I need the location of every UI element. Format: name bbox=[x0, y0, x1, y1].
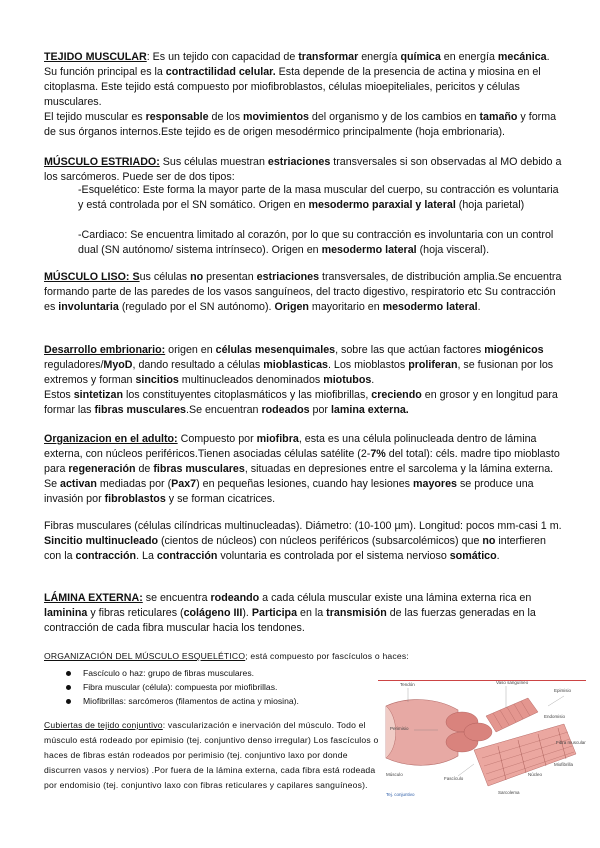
bold-text: Pax7 bbox=[171, 478, 197, 490]
text: transversales si son observadas al MO debido a los sarcómeros. Puede ser de dos tipos: bbox=[44, 156, 562, 183]
text: del organismo y de los cambios en bbox=[308, 111, 480, 123]
list-item-text: Fibra muscular (célula): compuesta por miofibrillas. bbox=[83, 682, 278, 692]
bold-text: colágeno III bbox=[183, 607, 243, 619]
text: . La bbox=[136, 550, 157, 562]
text: . bbox=[371, 374, 375, 386]
bold-text: contractilidad celular. bbox=[165, 66, 276, 78]
text: . bbox=[496, 550, 500, 562]
estriado-heading: MÚSCULO ESTRIADO: bbox=[44, 156, 160, 168]
text: Estos bbox=[44, 389, 74, 401]
text: Compuesto por bbox=[177, 433, 257, 445]
text: .Se encuentran bbox=[185, 404, 262, 416]
text: ). bbox=[242, 607, 252, 619]
bold-text: mesodermo lateral bbox=[321, 244, 417, 256]
bullet-icon bbox=[66, 699, 71, 704]
text: voluntaria es controlada por el sistema nervioso bbox=[217, 550, 450, 562]
bold-text: sintetizan bbox=[73, 389, 123, 401]
bold-text: mayores bbox=[413, 478, 457, 490]
muscle-illustration bbox=[378, 676, 586, 806]
bold-text: laminina bbox=[44, 607, 88, 619]
text: (cientos de núcleos) con núcleos periféricos (subsarcolémicos) que bbox=[158, 535, 483, 547]
bold-text: química bbox=[400, 51, 441, 63]
text: : vascularización e inervación del músculo. Todo el músculo está rodeado por epimisio (tej. conjuntivo denso irregular) Los fascículos o haces de fibras están rodeados por perimisio (tej. conjuntivo laxo por donde discurren vasos y nervios) .Por fuera de la lámina externa, cada fibra está rodeada por endomisio (tej. conjuntivo laxo con fibras reticulares y capilares sanguíneos). bbox=[44, 720, 379, 790]
text: us células bbox=[139, 271, 191, 283]
lamina-heading: LÁMINA EXTERNA: bbox=[44, 592, 143, 604]
text: se encuentra bbox=[142, 592, 211, 604]
bold-text: no bbox=[482, 535, 496, 547]
text: y se forman cicatrices. bbox=[165, 493, 276, 505]
bold-text: MyoD bbox=[103, 359, 133, 371]
bold-text: Sincitio multinucleado bbox=[44, 535, 159, 547]
list-item bbox=[66, 694, 299, 708]
text: . bbox=[477, 301, 481, 313]
figure-label: Miofibrilla bbox=[554, 762, 574, 767]
organizacion-heading: ORGANIZACIÓN DEL MÚSCULO ESQUELÉTICO bbox=[44, 651, 246, 661]
text: (regulado por el SN autónomo). bbox=[118, 301, 275, 313]
bold-text: fibroblastos bbox=[104, 493, 166, 505]
text: . Los mioblastos bbox=[327, 359, 409, 371]
bold-text: movimientos bbox=[243, 111, 309, 123]
text: y fibras reticulares ( bbox=[87, 607, 184, 619]
bold-text: mioblasticas bbox=[263, 359, 328, 371]
bold-text: contracción bbox=[75, 550, 137, 562]
cardiaco-paragraph bbox=[44, 228, 564, 258]
bold-text: células mesenquimales bbox=[215, 344, 336, 356]
text: ) en pequeñas lesiones, cuando hay lesiones bbox=[196, 478, 413, 490]
figure-label: Tej. conjuntivo bbox=[386, 792, 415, 797]
bold-text: mesodermo paraxial y lateral bbox=[308, 199, 456, 211]
bold-text: no bbox=[190, 271, 204, 283]
text: -Cardiaco: Se encuentra limitado al corazón, por lo que su contracción es involuntaria con un control dual (SN autónomo/ sistema intrínseco). Origen en bbox=[78, 229, 554, 256]
figure-label: Epimisio bbox=[554, 688, 572, 693]
text: El tejido muscular es bbox=[44, 111, 146, 123]
bold-text: estriaciones bbox=[267, 156, 331, 168]
fibras-paragraph bbox=[44, 519, 564, 564]
desarrollo-heading: Desarrollo embrionario: bbox=[44, 344, 166, 356]
bold-text: miogénicos bbox=[484, 344, 544, 356]
bold-text: sincitios bbox=[135, 374, 179, 386]
bold-text: rodeando bbox=[210, 592, 260, 604]
text: de bbox=[135, 463, 154, 475]
estriado-paragraph bbox=[44, 155, 564, 185]
bold-text: contracción bbox=[156, 550, 218, 562]
bold-text: miofibra bbox=[256, 433, 299, 445]
list-item-text: Miofibrillas: sarcómeros (filamentos de actina y miosina). bbox=[83, 696, 299, 706]
text: ; está compuesto por fascículos o haces: bbox=[245, 651, 409, 661]
text: (hoja visceral). bbox=[416, 244, 490, 256]
text: reguladores/ bbox=[44, 359, 104, 371]
text: interfieren con la bbox=[44, 535, 546, 562]
bold-text: Participa bbox=[251, 607, 298, 619]
bold-text: involuntaria bbox=[58, 301, 119, 313]
text: Esta depende de la presencia de actina y miosina en el citoplasma. Este tejido está compuesto por miofibroblastos, células mioepiteliales, pericitos y células musculares. bbox=[44, 66, 541, 108]
bold-text: miotubos bbox=[323, 374, 372, 386]
text: de las fuerzas generadas en la contracción de cada fibra muscular hacia los tendones. bbox=[44, 607, 536, 634]
text: transversales, de distribución amplia.Se encuentra formando parte de las paredes de los vasos sanguíneos, del tracto digestivo, respiratorio etc Su contracción es bbox=[44, 271, 562, 313]
text: Fibras musculares (células cilíndricas multinucleadas). Diámetro: (10-100 µm). Longitud: pocos mm-casi 1 m. bbox=[44, 520, 562, 532]
bold-text: Origen bbox=[274, 301, 309, 313]
figure-label: Fascículo bbox=[444, 776, 464, 781]
bold-text: estriaciones bbox=[256, 271, 320, 283]
esqueletico-paragraph bbox=[44, 183, 564, 213]
bullet-icon bbox=[66, 671, 71, 676]
text: mayoritario en bbox=[308, 301, 383, 313]
figure-label: Vaso sanguíneo bbox=[496, 680, 529, 685]
bold-text: responsable bbox=[145, 111, 209, 123]
text: de los bbox=[208, 111, 244, 123]
list-item bbox=[66, 666, 254, 680]
list-item bbox=[66, 680, 277, 694]
text: por bbox=[309, 404, 331, 416]
organizacion-paragraph bbox=[44, 649, 564, 664]
text: Sus células muestran bbox=[159, 156, 268, 168]
text: en la bbox=[297, 607, 327, 619]
desarrollo-paragraph bbox=[44, 343, 564, 418]
bullet-icon bbox=[66, 685, 71, 690]
figure-label: Endomisio bbox=[544, 714, 566, 719]
figure-label: Fibra muscular bbox=[556, 740, 586, 745]
bold-text: creciendo bbox=[371, 389, 422, 401]
text: , se fusionan por los extremos y forman bbox=[44, 359, 554, 386]
text: energía bbox=[358, 51, 401, 63]
figure-label: Sarcolema bbox=[498, 790, 520, 795]
bold-text: fibras musculares bbox=[153, 463, 245, 475]
text: mediadas por ( bbox=[96, 478, 172, 490]
text: origen en bbox=[165, 344, 216, 356]
text: , esta es una célula polinucleada dentro de lámina externa, con núcleos periféricos.Tienen asociadas células satélite (2- bbox=[44, 433, 537, 460]
bold-text: transmisión bbox=[326, 607, 387, 619]
text: -Esquelético: Este forma la mayor parte de la masa muscular del cuerpo, su contracción es voluntaria y está controlada por el SN somático. Origen en bbox=[78, 184, 559, 211]
text: , sobre las que actúan factores bbox=[335, 344, 485, 356]
tejido-paragraph bbox=[44, 50, 564, 140]
muscle-anatomy-figure bbox=[378, 676, 586, 806]
bold-text: somático bbox=[449, 550, 497, 562]
cubiertas-paragraph bbox=[44, 718, 379, 793]
figure-label: Perimisio bbox=[390, 726, 409, 731]
bold-text: mesodermo lateral bbox=[382, 301, 478, 313]
text: del total): céls. madre tipo mioblasto para bbox=[44, 448, 560, 475]
figure-label: Músculo bbox=[386, 772, 403, 777]
text: y forma de sus órganos internos.Este tejido es de origen mesodérmico principalmente (hoja embrionaria). bbox=[44, 111, 557, 138]
text: multinucleados denominados bbox=[178, 374, 324, 386]
bold-text: rodeados bbox=[261, 404, 310, 416]
figure-label: Núcleo bbox=[528, 772, 543, 777]
bold-text: fibras musculares bbox=[94, 404, 186, 416]
bold-text: regeneración bbox=[68, 463, 136, 475]
text: en grosor y en longitud para formar las bbox=[44, 389, 558, 416]
bold-text: lamina externa. bbox=[330, 404, 409, 416]
bold-text: proliferan bbox=[408, 359, 458, 371]
liso-paragraph bbox=[44, 270, 564, 315]
text: (hoja parietal) bbox=[455, 199, 525, 211]
text: a cada célula muscular existe una lámina externa rica en bbox=[259, 592, 532, 604]
text: presentan bbox=[203, 271, 257, 283]
text: , situadas en depresiones entre el sarcolema y la lámina externa. Se bbox=[44, 463, 554, 490]
bold-text: transformar bbox=[298, 51, 359, 63]
liso-heading: MÚSCULO LISO: S bbox=[44, 271, 140, 283]
text: se produce una invasión por bbox=[44, 478, 534, 505]
list-item-text: Fascículo o haz: grupo de fibras musculares. bbox=[83, 668, 255, 678]
bold-text: 7% bbox=[370, 448, 386, 460]
cubiertas-heading: Cubiertas de tejido conjuntivo bbox=[44, 720, 163, 730]
adulto-paragraph bbox=[44, 432, 564, 507]
text: en energía bbox=[440, 51, 498, 63]
figure-label: Tendón bbox=[400, 682, 415, 687]
tejido-heading: TEJIDO MUSCULAR bbox=[44, 51, 147, 63]
text: los constituyentes citoplasmáticos y las miofibrillas, bbox=[123, 389, 372, 401]
bold-text: activan bbox=[60, 478, 97, 490]
text: , dando resultado a células bbox=[132, 359, 264, 371]
adulto-heading: Organizacion en el adulto: bbox=[44, 433, 178, 445]
text: : Es un tejido con capacidad de bbox=[146, 51, 299, 63]
text: . Su función principal es la bbox=[44, 51, 550, 78]
bold-text: mecánica bbox=[497, 51, 547, 63]
bold-text: tamaño bbox=[479, 111, 518, 123]
lamina-paragraph bbox=[44, 591, 564, 636]
